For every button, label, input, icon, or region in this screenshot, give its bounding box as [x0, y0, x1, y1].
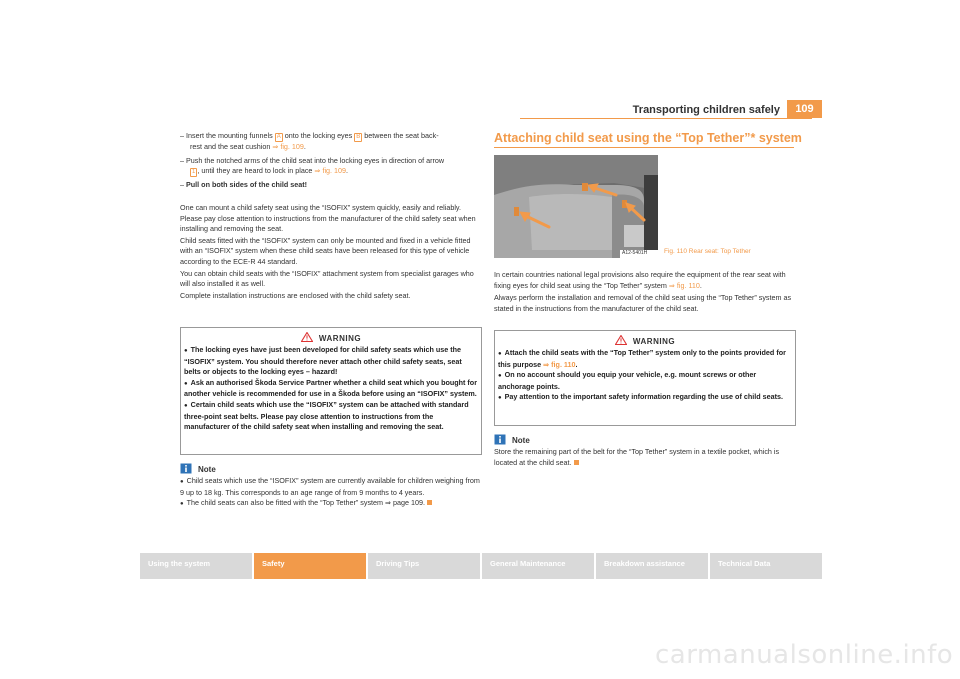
- note-item-2: ● The child seats can also be fitted with the “Top Tether” system ⇒ page 109.: [180, 498, 480, 510]
- running-header-title: Transporting children safely: [632, 104, 780, 116]
- end-marker-icon: [574, 460, 579, 465]
- info-note-icon: [494, 434, 506, 445]
- info-note-icon: [180, 463, 192, 474]
- para-3: You can obtain child seats with the “ISOFIX” attachment system from specialist garages who will also installed it as well.: [180, 268, 474, 289]
- warning-item: ● Attach the child seats with the “Top Tether” system only to the points provided for this purpose ⇒ fig. 110.: [498, 348, 792, 370]
- right-paragraphs: [494, 270, 794, 314]
- label-a-icon: A: [276, 134, 281, 140]
- step-2: – Push the notched arms of the child seat into the locking eyes in direction of arrow 1 , until they are heard to lock in place ⇒ fig. 109.: [180, 155, 445, 176]
- fig-109-link-2[interactable]: ⇒ fig. 109: [314, 166, 347, 176]
- end-marker-icon: [427, 500, 432, 505]
- section-rule: [494, 147, 794, 148]
- step-3: – Pull on both sides of the child seat!: [180, 180, 307, 190]
- warning-box-right: [494, 330, 796, 426]
- page-number: 109: [787, 100, 822, 118]
- para-1: One can mount a child safety seat using the “ISOFIX” system quickly, easily and reliably. Please pay close attention to instructions from the manufacturer of the child safety seat when installing and removing the seat.: [180, 203, 476, 234]
- header-rule: [520, 118, 812, 119]
- note-header: Note: [180, 463, 480, 474]
- para-2: Child seats fitted with the “ISOFIX” system can only be mounted and fixed in a vehicle fitted with an “ISOFIX” system when these child seats have been released for this type of vehicle according to the ECE-R 44 standard.: [180, 235, 471, 266]
- left-paragraphs: [180, 203, 480, 301]
- figure-caption: Fig. 110 Rear seat: Top Tether: [664, 248, 751, 255]
- section-title: Attaching child seat using the “Top Tether”* system: [494, 131, 802, 145]
- nav-tab-technical-data[interactable]: Technical Data: [710, 553, 822, 579]
- figure-code: A12-5401H: [622, 250, 648, 256]
- left-steps: [180, 131, 480, 191]
- nav-tab-safety[interactable]: Safety: [254, 553, 366, 579]
- label-b-icon: B: [356, 134, 361, 140]
- warning-box-left: [180, 327, 482, 455]
- label-1-icon: 1: [192, 169, 196, 176]
- fig-109-link[interactable]: ⇒ fig. 109: [272, 142, 304, 151]
- note-right: [494, 434, 794, 468]
- warning-triangle-icon: [301, 332, 313, 342]
- warning-item: ● On no account should you equip your vehicle, e.g. mount screws or other anchorage points.: [498, 370, 792, 392]
- warning-item: ● Ask an authorised Škoda Service Partner whether a child seat which you bought for another vehicle is recommended for use in a Škoda before using an “ISOFIX” system.: [184, 378, 478, 400]
- warning-item: ● Certain child seats which use the “ISOFIX” system can be attached with standard three-point seat belts. Please pay close attention to instructions from the manufacturer of the child safety seat when installing and removing the seat.: [184, 400, 478, 433]
- nav-tab-breakdown-assistance[interactable]: Breakdown assistance: [596, 553, 708, 579]
- nav-tab-using-the-system[interactable]: Using the system: [140, 553, 252, 579]
- note-header: Note: [494, 434, 794, 445]
- para-4: Complete installation instructions are enclosed with the child safety seat.: [180, 290, 411, 300]
- rear-seat-top-tether-image: [494, 155, 658, 258]
- warning-item: ● The locking eyes have just been developed for child safety seats which use the “ISOFIX” system. You should therefore never attach other child safety seats, seat belts or objects to the locking eyes – hazard!: [184, 345, 478, 378]
- nav-tab-general-maintenance[interactable]: General Maintenance: [482, 553, 594, 579]
- warning-header: WARNING: [181, 328, 481, 343]
- right-para-2: Always perform the installation and removal of the child seat using the “Top Tether” system as stated in the instructions from the manufacturer of the child seat.: [494, 293, 792, 313]
- fig-110-link[interactable]: ⇒ fig. 110: [668, 280, 700, 290]
- nav-tab-driving-tips[interactable]: Driving Tips: [368, 553, 480, 579]
- warning-triangle-icon: [615, 335, 627, 345]
- note-left: [180, 463, 480, 510]
- figure-110: [494, 155, 658, 258]
- fig-110-link-2[interactable]: ⇒ fig. 110: [543, 359, 576, 369]
- warning-item: ● Pay attention to the important safety information regarding the use of child seats.: [498, 392, 792, 404]
- watermark: carmanualsonline.info: [655, 640, 954, 670]
- warning-header: WARNING: [495, 331, 795, 346]
- right-para-1: In certain countries national legal provisions also require the equipment of the rear seat with fixing eyes for child seat using the “Top Tether” system ⇒ fig. 110.: [494, 270, 786, 290]
- step-1: – Insert the mounting funnels A onto the locking eyes B between the seat back- rest and the seat cushion ⇒ fig. 109.: [180, 131, 439, 151]
- note-text: Store the remaining part of the belt for the “Top Tether” system in a textile pocket, which is located at the child seat.: [494, 447, 780, 467]
- note-item: ● Child seats which use the “ISOFIX” system are currently available for children weighing from 9 up to 18 kg. This corresponds to an age range of from 9 months to 4 years.: [180, 476, 480, 498]
